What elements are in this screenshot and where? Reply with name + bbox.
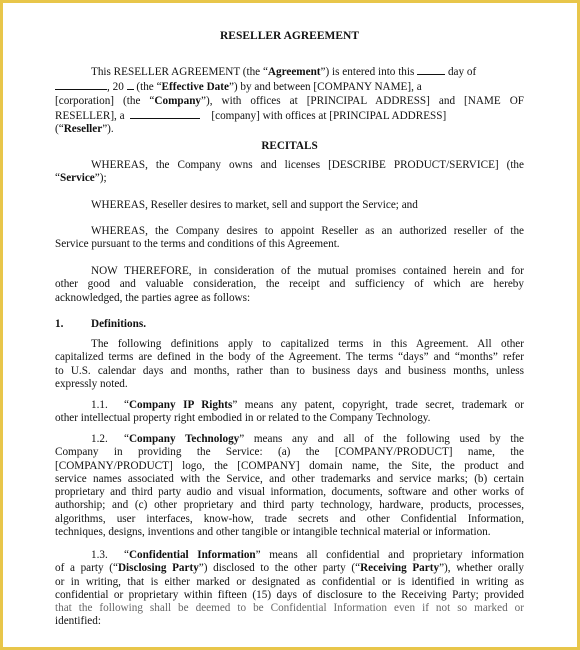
document-title: RESELLER AGREEMENT: [220, 30, 359, 42]
term-receiving-party: Receiving Party: [360, 562, 440, 575]
section-number: 1.: [55, 318, 64, 330]
term-service: Service: [59, 172, 95, 185]
month-blank: [55, 79, 107, 90]
term-disclosing-party: Disclosing Party: [117, 562, 199, 575]
entity-blank: [130, 108, 200, 119]
section-title: Definitions.: [91, 318, 147, 330]
year-blank: [127, 79, 134, 90]
section-1-heading: [55, 318, 146, 331]
recital-2: WHEREAS, Reseller desires to market, sell and support the Service; and: [91, 199, 418, 211]
clause-number: 1.2.: [91, 433, 108, 445]
definitions-intro: The following definitions apply to capitalized terms in this Agreement. All other capitalized terms are defined in the body of the Agreement. The terms “days” and “months” refer to U.S. calendar days and months, rather than to business days and business months, unless expressly noted.: [55, 338, 524, 390]
now-therefore-paragraph: NOW THEREFORE, in consideration of the mutual promises contained herein and for other good and valuable consideration, the receipt and sufficiency of which are hereby acknowledged, the parties agree as follows:: [55, 265, 524, 304]
definition-1-3: 1.3. “Confidential Information” means all confidential and proprietary information of a party (“Disclosing Party”) disclosed to the other party (“Receiving Party”), whether orally or in writing, that is either marked or designated as confidential or is identified in writing as confidential or proprietary within fifteen (15) days of disclosure to the Receiving Party; provided that the following shall be deemed to be Confidential Information even if not so marked or identified:: [55, 549, 524, 628]
term-reseller: Reseller: [63, 123, 103, 136]
intro-paragraph: This RESELLER AGREEMENT (the “Agreement”) is entered into this day of , 20 (the “Effective Date”) by and between [COMPANY NAME], a [corporation] (the “Company”), with offices at [PRINCIPAL ADDRESS] and [NAME OF RESELLER], a [company] with offices at [PRINCIPAL ADDRESS] (“Reseller”).: [55, 66, 524, 136]
clause-number: 1.3.: [91, 549, 108, 561]
term-agreement: Agreement: [267, 66, 321, 78]
definition-1-2: 1.2. “Company Technology” means any and all of the following used by the Company in providing the Service: (a) the [COMPANY/PRODUCT] name, the [COMPANY/PRODUCT] logo, the [COMPANY] domain name, the Site, the product and service names associated with the Service, and other trademarks and service marks; (b) certain proprietary and third party audio and visual information, documents, software and other works of authorship; and (c) other proprietary and third party technology, hardware, products, processes, algorithms, user interfaces, know-how, trade secrets and other Confidential Information, techniques, designs, inventions and other tangible or intangible technical material or information.: [55, 433, 525, 539]
term-company-technology: Company Technology: [128, 433, 240, 445]
day-blank: [417, 64, 445, 75]
clause-number: 1.1.: [91, 399, 108, 411]
term-effective-date: Effective Date: [161, 81, 229, 94]
term-company-ip-rights: Company IP Rights: [128, 399, 233, 411]
recital-3: WHEREAS, the Company desires to appoint Reseller as an authorized reseller of the Service pursuant to the terms and conditions of this Agreement.: [55, 225, 524, 251]
document-page: [3, 3, 577, 647]
term-company: Company: [154, 94, 202, 107]
term-confidential-information: Confidential Information: [128, 549, 256, 561]
recital-1: WHEREAS, the Company owns and licenses [DESCRIBE PRODUCT/SERVICE] (the “Service”);: [55, 159, 524, 185]
definition-1-1: 1.1. “Company IP Rights” means any patent, copyright, trade secret, trademark or other intellectual property right embodied in or related to the Company Technology.: [55, 399, 524, 425]
recitals-heading: RECITALS: [261, 140, 318, 152]
